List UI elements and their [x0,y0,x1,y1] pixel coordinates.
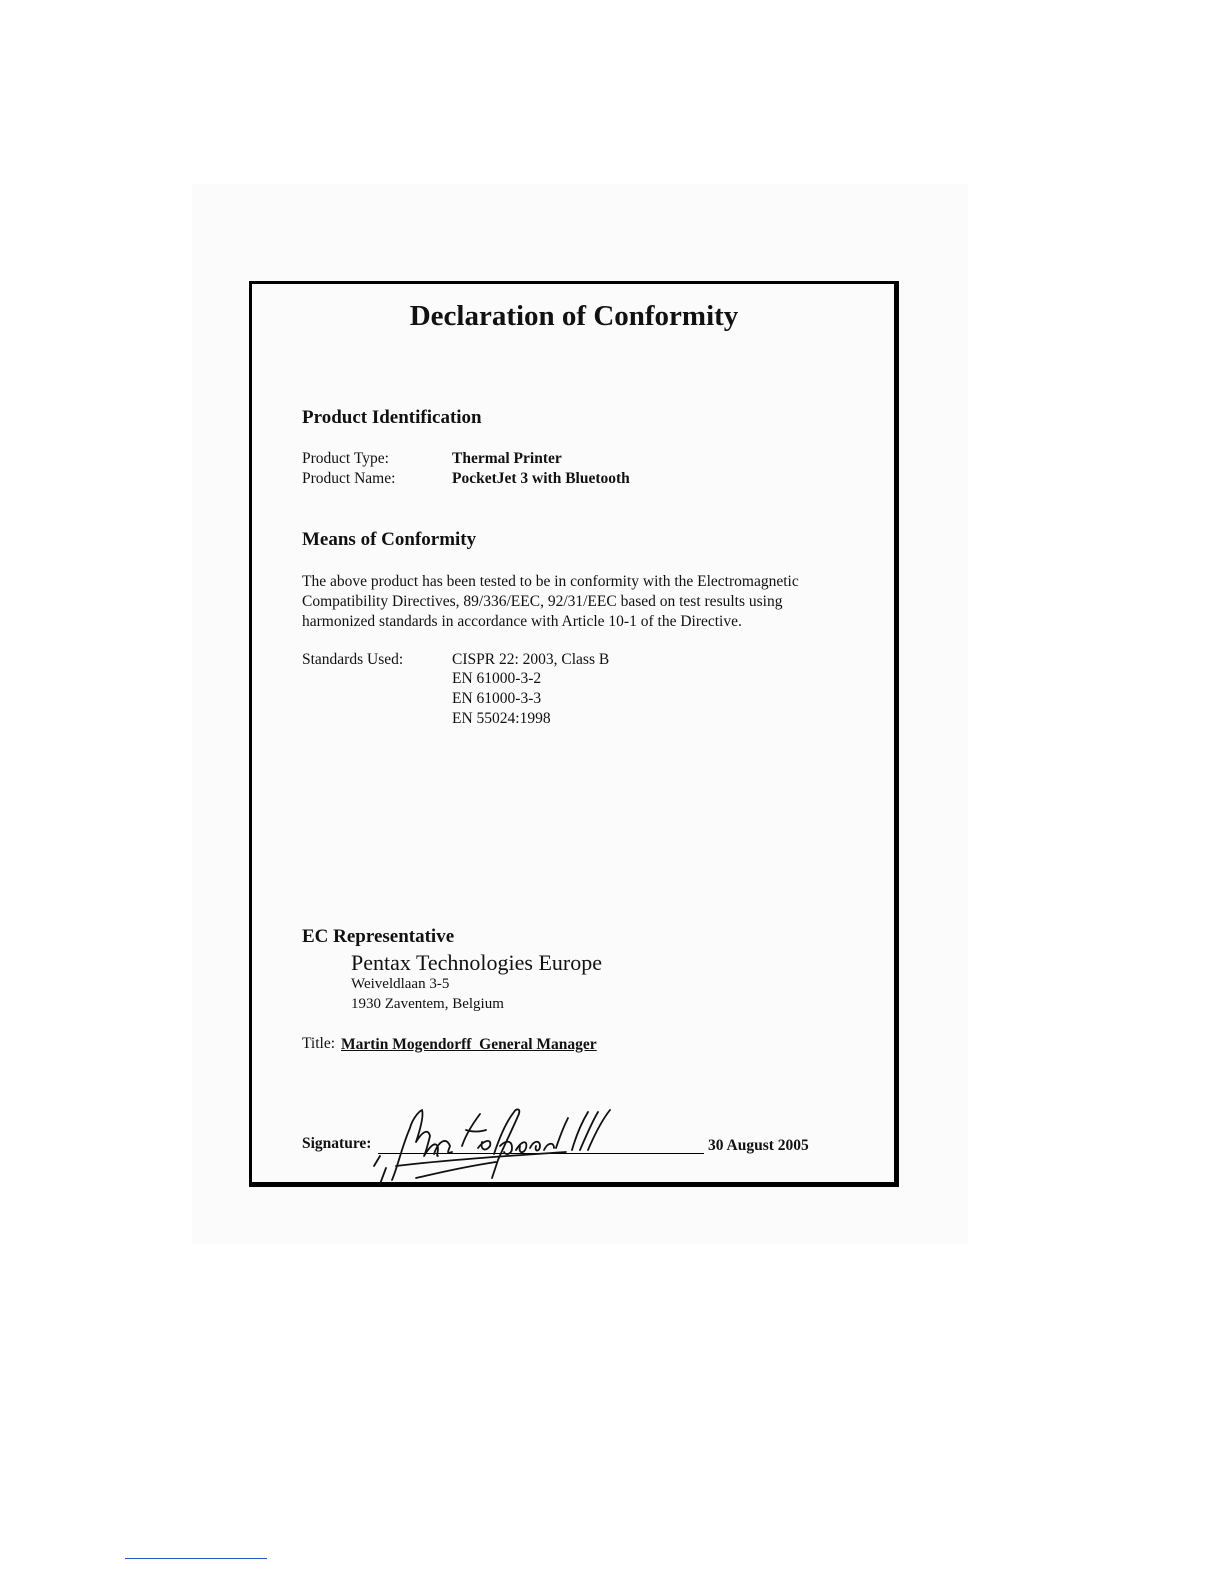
company-name: Pentax Technologies Europe [351,950,602,975]
product-identification-heading: Product Identification [302,407,482,428]
address-line-2: 1930 Zaventem, Belgium [351,996,504,1012]
product-type-value: Thermal Printer [452,450,562,467]
product-type-label: Product Type: [302,450,389,467]
conformity-paragraph-line-2: Compatibility Directives, 89/336/EEC, 92/31/EEC based on test results using [302,593,783,610]
standard-item: EN 61000-3-2 [452,670,542,687]
standard-item: EN 55024:1998 [452,710,551,727]
page-title: Declaration of Conformity [409,300,739,332]
signature-date: 30 August 2005 [708,1137,809,1154]
signature-label: Signature: [302,1135,372,1152]
signatory-title: Martin Mogendorff General Manager [341,1036,597,1053]
product-name-value: PocketJet 3 with Bluetooth [452,470,630,487]
standards-label: Standards Used: [302,651,404,668]
standard-item: EN 61000-3-3 [452,690,542,707]
conformity-paragraph-line-1: The above product has been tested to be in conformity with the Electromagnetic [302,573,799,590]
standard-item: CISPR 22: 2003, Class B [452,651,610,668]
handwritten-signature-icon [366,1106,638,1186]
means-of-conformity-heading: Means of Conformity [302,529,477,550]
title-label: Title: [302,1035,336,1052]
footer-rule [125,1558,267,1559]
ec-representative-heading: EC Representative [302,926,455,947]
product-name-label: Product Name: [302,470,396,487]
address-line-1: Weiveldlaan 3-5 [351,976,450,992]
conformity-paragraph-line-3: harmonized standards in accordance with Article 10-1 of the Directive. [302,613,742,630]
